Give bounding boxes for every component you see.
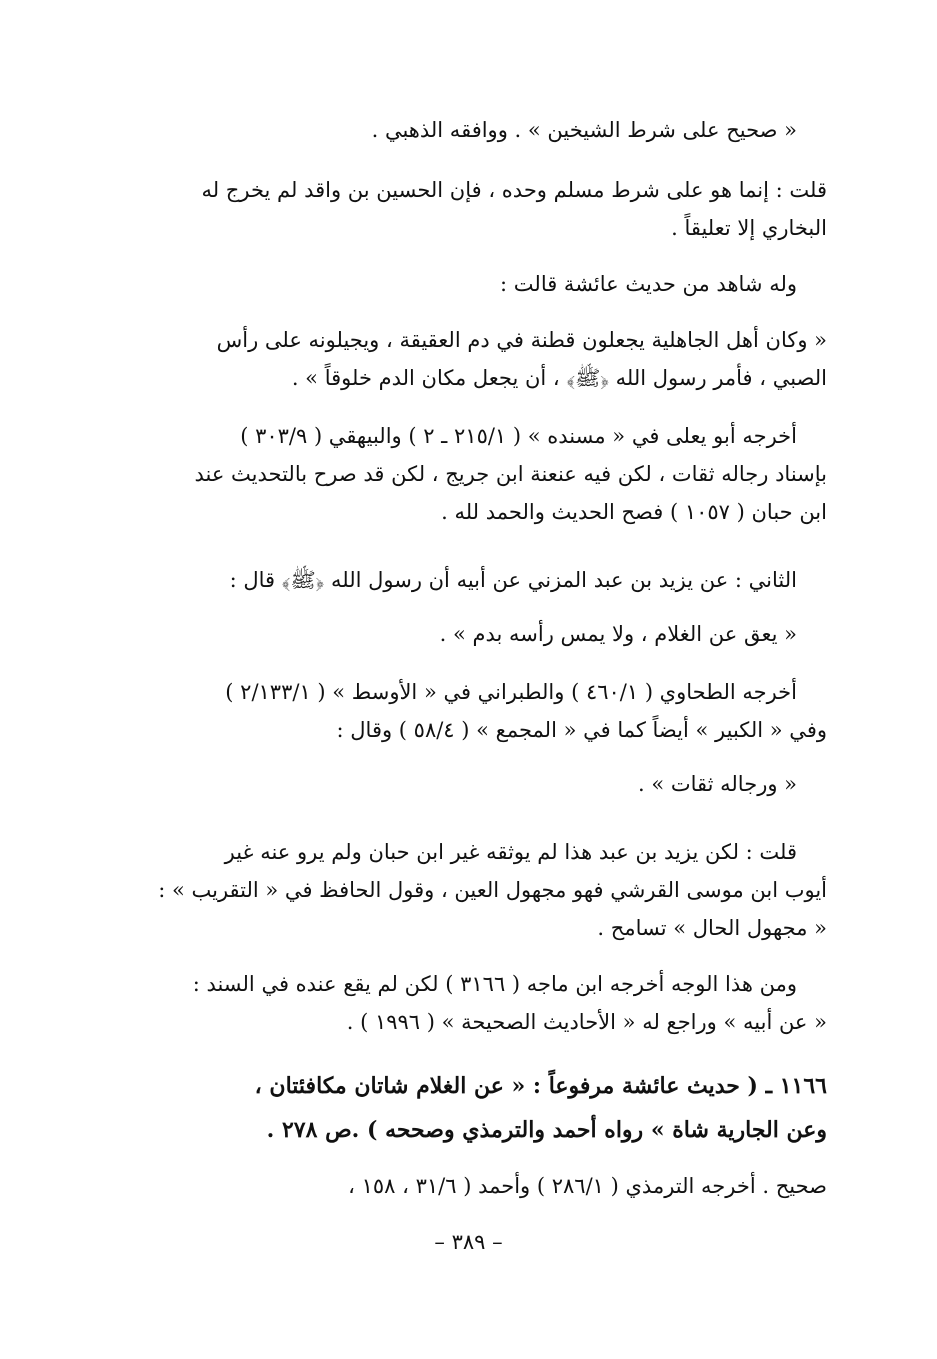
text-line: وفي « الكبير » أيضاً كما في « المجمع » ( ٥٨/٤ ) وقال : — [336, 718, 827, 742]
page-number: – ٣٨٩ – — [434, 1230, 503, 1254]
text-line: أيوب ابن موسى القرشي فهو مجهول العين ، وقول الحافظ في « التقريب » : — [158, 878, 827, 902]
text-line: قلت : لكن يزيد بن عبد هذا لم يوثقه غير ابن حبان ولم يرو عنه غير — [224, 840, 797, 864]
text-line: ومن هذا الوجه أخرجه ابن ماجه ( ٣١٦٦ ) لكن لم يقع عنده في السند : — [192, 972, 797, 996]
text-line: « عن أبيه » وراجع له « الأحاديث الصحيحة » ( ١٩٩٦ ) . — [346, 1010, 827, 1034]
text-line: أخرجه الطحاوي ( ٤٦٠/١ ) والطبراني في « الأوسط » ( ٢/١٣٣/١ ) — [225, 680, 797, 704]
text-line: البخاري إلا تعليقاً . — [671, 216, 827, 240]
text-line: بإسناد رجاله ثقات ، لكن فيه عنعنة ابن جريج ، لكن قد صرح بالتحديث عند — [194, 462, 827, 486]
text-line: ابن حبان ( ١٠٥٧ ) فصح الحديث والحمد لله . — [441, 500, 827, 524]
text-line: « مجهول الحال » تسامح . — [597, 916, 827, 940]
text-line: صحيح . أخرجه الترمذي ( ٢٨٦/١ ) وأحمد ( ٣١/٦ ، ١٥٨ ، — [348, 1174, 827, 1198]
text-line: وله شاهد من حديث عائشة قالت : — [500, 272, 797, 296]
text-line: أخرجه أبو يعلى في « مسنده » ( ٢١٥/١ ـ ٢ ) والبيهقي ( ٣٠٣/٩ ) — [240, 424, 797, 448]
text-line: قلت : إنما هو على شرط مسلم وحده ، فإن الحسين بن واقد لم يخرج له — [201, 178, 827, 202]
text-line: « وكان أهل الجاهلية يجعلون قطنة في دم العقيقة ، ويجيلونه على رأس — [216, 328, 827, 352]
text-line: « يعق عن الغلام ، ولا يمس رأسه بدم » . — [439, 622, 797, 646]
text-line: « صحيح على شرط الشيخين » . ووافقه الذهبي . — [371, 118, 797, 142]
hadith-heading: ١١٦٦ ـ ( حديث عائشة مرفوعاً : « عن الغلام شاتان مكافئتان ، — [254, 1073, 827, 1099]
text-line: « ورجاله ثقات » . — [637, 772, 797, 796]
text-line: الصبي ، فأمر رسول الله ﴿ﷺ﴾ ، أن يجعل مكان الدم خلوقاً » . — [291, 366, 827, 390]
hadith-heading: وعن الجارية شاة » رواه أحمد والترمذي وصححه ) .ص ٢٧٨ . — [266, 1117, 827, 1143]
text-line: الثاني : عن يزيد بن عبد المزني عن أبيه أن رسول الله ﴿ﷺ﴾ قال : — [229, 568, 797, 592]
